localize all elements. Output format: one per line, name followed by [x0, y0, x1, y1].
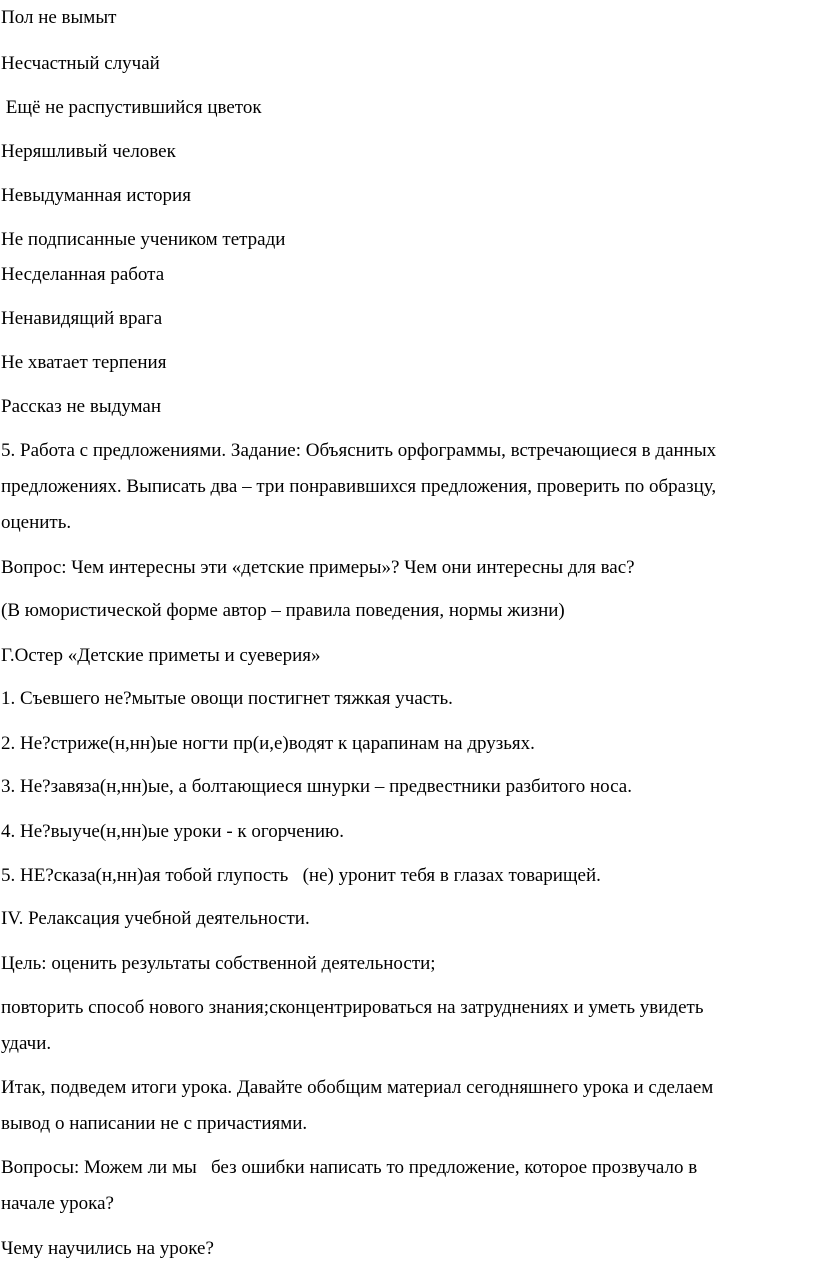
text-line: 5. Работа с предложениями. Задание: Объяснить орфограммы, встречающиеся в данных [1, 440, 717, 461]
text-line: Ещё не распустившийся цветок [1, 97, 262, 118]
text-line: предложениях. Выписать два – три понравившихся предложения, проверить по образцу, [1, 476, 717, 497]
text-line: IV. Релаксация учебной деятельности. [1, 908, 310, 929]
text-line: Не подписанные учеником тетради [1, 229, 286, 250]
text-line: Неряшливый человек [1, 141, 176, 162]
text-line: 5. НЕ?сказа(н,нн)ая тобой глупость (не) уронит тебя в глазах товарищей. [1, 865, 601, 886]
text-line: Несчастный случай [1, 53, 160, 74]
text-line: вывод о написании не с причастиями. [1, 1113, 308, 1134]
text-line: 3. Не?завяза(н,нн)ые, а болтающиеся шнурки – предвестники разбитого носа. [1, 776, 632, 797]
text-line: 4. Не?выуче(н,нн)ые уроки - к огорчению. [1, 821, 344, 842]
text-line: Вопрос: Чем интересны эти «детские примеры»? Чем они интересны для вас? [1, 557, 635, 578]
text-line: Невыдуманная история [1, 185, 191, 206]
text-line: Чему научились на уроке? [1, 1238, 214, 1259]
text-line: удачи. [1, 1033, 52, 1054]
text-line: Цель: оценить результаты собственной деятельности; [1, 953, 436, 974]
text-line: 2. Не?стриже(н,нн)ые ногти пр(и,е)водят к царапинам на друзьях. [1, 733, 535, 754]
text-line: Ненавидящий врага [1, 308, 163, 329]
text-line: Несделанная работа [1, 264, 165, 285]
text-line: Пол не вымыт [1, 7, 117, 28]
text-line: Не хватает терпения [1, 352, 167, 373]
text-line: Вопросы: Можем ли мы без ошибки написать то предложение, которое прозвучало в [1, 1157, 698, 1178]
text-line: Г.Остер «Детские приметы и суеверия» [1, 645, 321, 666]
text-line: оценить. [1, 512, 72, 533]
text-line: (В юмористической форме автор – правила поведения, нормы жизни) [1, 600, 565, 621]
text-line: 1. Съевшего не?мытые овощи постигнет тяжкая участь. [1, 688, 453, 709]
text-line: начале урока? [1, 1193, 114, 1214]
text-line: Итак, подведем итоги урока. Давайте обобщим материал сегодняшнего урока и сделаем [1, 1077, 714, 1098]
text-line: Рассказ не выдуман [1, 396, 161, 417]
text-line: повторить способ нового знания;сконцентрироваться на затруднениях и уметь увидеть [1, 997, 704, 1018]
